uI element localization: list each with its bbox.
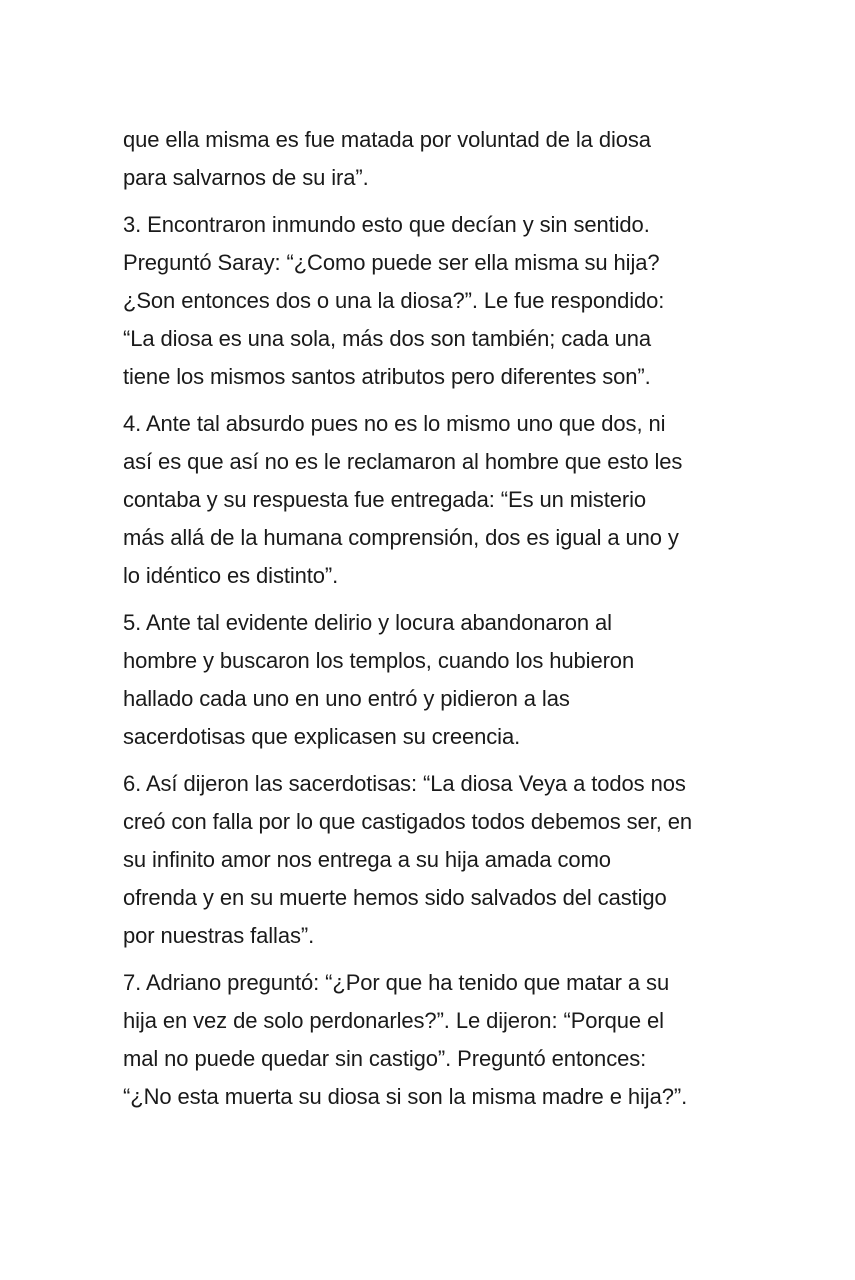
text-line: 3. Encontraron inmundo esto que decían y sin sentido.	[123, 212, 650, 237]
paragraph-continuation	[123, 121, 763, 197]
paragraph-5	[123, 604, 763, 756]
text-line: creó con falla por lo que castigados todos debemos ser, en	[123, 809, 693, 834]
text-line: hombre y buscaron los templos, cuando los hubieron	[123, 648, 635, 673]
text-line: Preguntó Saray: “¿Como puede ser ella misma su hija?	[123, 250, 660, 275]
text-line: hija en vez de solo perdonarles?”. Le dijeron: “Porque el	[123, 1008, 664, 1033]
text-line: 7. Adriano preguntó: “¿Por que ha tenido que matar a su	[123, 970, 670, 995]
text-line: para salvarnos de su ira”.	[123, 165, 369, 190]
text-body	[123, 121, 763, 1125]
text-line: ofrenda y en su muerte hemos sido salvados del castigo	[123, 885, 667, 910]
text-line: tiene los mismos santos atributos pero diferentes son”.	[123, 364, 651, 389]
text-line: contaba y su respuesta fue entregada: “Es un misterio	[123, 487, 647, 512]
text-line: por nuestras fallas”.	[123, 923, 315, 948]
text-line: “¿No esta muerta su diosa si son la misma madre e hija?”.	[123, 1084, 688, 1109]
text-line: mal no puede quedar sin castigo”. Preguntó entonces:	[123, 1046, 647, 1071]
paragraph-6	[123, 765, 763, 955]
text-line: su infinito amor nos entrega a su hija amada como	[123, 847, 611, 872]
text-line: sacerdotisas que explicasen su creencia.	[123, 724, 521, 749]
text-line: 4. Ante tal absurdo pues no es lo mismo uno que dos, ni	[123, 411, 666, 436]
text-line: hallado cada uno en uno entró y pidieron a las	[123, 686, 570, 711]
text-line: lo idéntico es distinto”.	[123, 563, 339, 588]
paragraph-4	[123, 405, 763, 595]
text-line: así es que así no es le reclamaron al hombre que esto les	[123, 449, 683, 474]
text-line: más allá de la humana comprensión, dos es igual a uno y	[123, 525, 679, 550]
text-line: 6. Así dijeron las sacerdotisas: “La diosa Veya a todos nos	[123, 771, 686, 796]
paragraph-3	[123, 206, 763, 396]
text-line: ¿Son entonces dos o una la diosa?”. Le fue respondido:	[123, 288, 665, 313]
text-line: que ella misma es fue matada por voluntad de la diosa	[123, 127, 651, 152]
paragraph-7	[123, 964, 763, 1116]
text-line: “La diosa es una sola, más dos son también; cada una	[123, 326, 652, 351]
text-line: 5. Ante tal evidente delirio y locura abandonaron al	[123, 610, 612, 635]
